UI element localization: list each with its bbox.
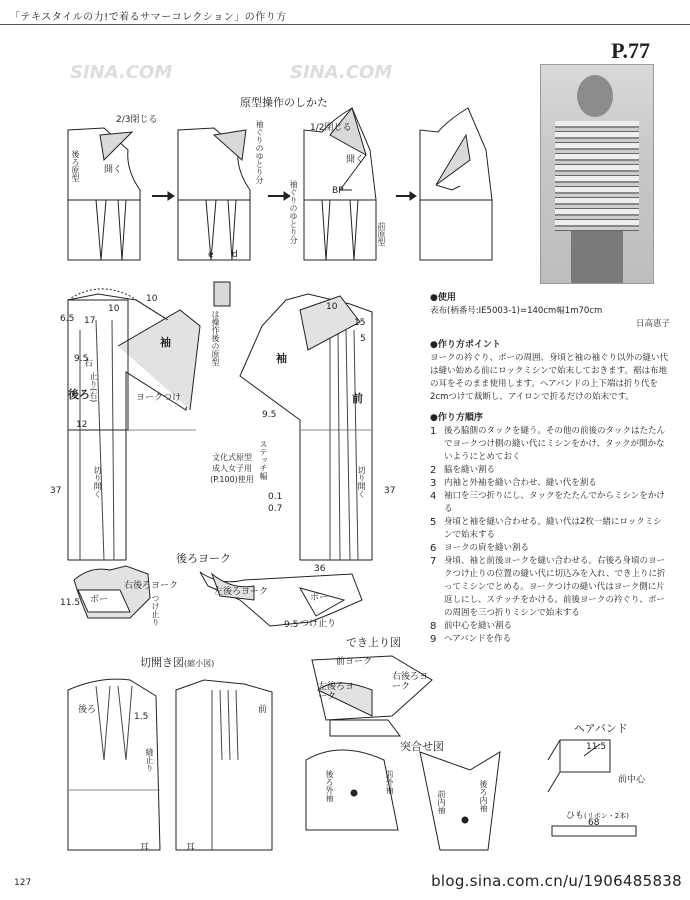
- source-url[interactable]: blog.sina.com.cn/u/1906485838: [431, 872, 682, 890]
- dim-17: 17: [84, 316, 96, 326]
- hairband-title: ヘアバンド: [574, 722, 628, 735]
- label-back-inner-sleeve: 後ろ内袖: [479, 780, 488, 812]
- step-number: 7: [430, 556, 437, 567]
- step-item: [430, 425, 670, 464]
- label-front-outer-sleeve: 前外袖: [385, 770, 394, 794]
- cutting-note: (縮小図): [184, 659, 215, 668]
- label-right: 右: [84, 359, 94, 369]
- cutting-title-text: 切開き図: [140, 656, 184, 669]
- watermark: SINA.COM: [70, 62, 173, 83]
- label-attach-stop-1: つけ止り: [151, 594, 160, 626]
- finished-title: でき上り図: [346, 636, 401, 649]
- dim-37-back: 37: [50, 486, 62, 496]
- step-number: 8: [430, 621, 437, 632]
- step-item: [430, 633, 670, 646]
- op-block-2: [178, 128, 250, 260]
- label-center-front: 前中心: [618, 775, 646, 785]
- step-text: 身頃と袖を縫い合わせる。縫い代は2枚一緒にロックミシンで始末する: [444, 517, 662, 540]
- label-yoke-attach: ヨークつけ: [136, 393, 182, 403]
- himo-title-text: ひも: [566, 811, 585, 821]
- dim-68: 68: [588, 818, 600, 828]
- dim-10-back: 10: [108, 304, 120, 314]
- step-item: [430, 490, 670, 516]
- page-number-top: P.77: [611, 38, 650, 63]
- order-heading: ●作り方順序: [430, 413, 483, 423]
- dim-12: 12: [76, 420, 88, 430]
- step-number: 3: [430, 478, 437, 489]
- points-heading: ●作り方ポイント: [430, 340, 501, 350]
- label-bo-front: ボー: [310, 593, 329, 603]
- cutting-title: [140, 654, 214, 670]
- label-front-yoke: 前ヨーク: [336, 657, 373, 667]
- instructions-panel: [430, 292, 670, 646]
- materials-heading: ●使用: [430, 293, 456, 303]
- label-open-2: 開く: [346, 155, 365, 165]
- step-number: 5: [430, 517, 437, 528]
- step-text: 袖口を三つ折りにし、タックをたたんでからミシンをかける: [444, 491, 665, 514]
- bunka-block-note: 文化式原型 成人女子用 (P.100)使用: [210, 453, 254, 484]
- label-sleeve-ease-2: 袖ぐりのゆとり分: [289, 180, 298, 244]
- label-front-inner-sleeve: 前内袖: [437, 790, 446, 814]
- label-stop-right: 止り(右): [89, 372, 98, 403]
- label-d: d: [232, 250, 238, 260]
- watermark: SINA.COM: [290, 62, 393, 83]
- step-number: 9: [430, 634, 437, 645]
- step-text: 身頃、袖と前後ヨークを縫い合わせる。右後ろ身頃のヨークつけ止りの位置の縫い代に切込みを入れ、でき上りに折ってミシンでとめる。ヨークつけの縫い代はヨーク側に片返しにし、ステッチをかける。前後ヨークの衿ぐり、ボーの周囲を三つ折りミシンで始末する: [444, 556, 666, 618]
- label-cut-open-front: 切り開く: [357, 466, 366, 498]
- dim-5: 5: [360, 334, 366, 344]
- label-bo-back: ボー: [90, 595, 109, 605]
- step-number: 4: [430, 491, 437, 502]
- dim-37-front: 37: [384, 486, 396, 496]
- step-item: [430, 555, 670, 620]
- dim-10-back-2: 10: [146, 294, 158, 304]
- label-sew-stop: 縫止り: [145, 748, 154, 772]
- back-bodice-pattern: [68, 289, 200, 560]
- header-title: 「テキスタイルの力!で着るサマーコレクション」の作り方: [10, 12, 287, 23]
- label-attach-stop-2: つけ止り: [300, 619, 337, 629]
- step-text: 内袖と外袖を縫い合わせ、縫い代を割る: [444, 478, 597, 488]
- step-item: [430, 620, 670, 633]
- label-cut-open-back: 切り開く: [93, 466, 102, 498]
- dim-25: 1.5: [134, 712, 149, 722]
- dim-9-5-front: 9.5: [262, 410, 277, 420]
- dim-11-5: 11.5: [60, 598, 81, 608]
- label-stitch-0-1: 0.1: [268, 492, 283, 502]
- dim-11-5-hairband: 11.5: [586, 742, 607, 752]
- label-bp: BP: [332, 186, 344, 196]
- himo-note: (リボン・2本): [584, 812, 629, 820]
- label-mimi-front: 耳: [186, 843, 196, 853]
- step-number: 1: [430, 426, 437, 437]
- points-text: ヨークの衿ぐり、ボーの周囲、身頃と袖の袖ぐり以外の縫い代は縫い始める前にロックミシンで始末しておきます。裾は布地の耳をそのまま使用します。ヘアバンドの上下端は折り代を2cmつけて裁断し、アイロンで折るだけの始末です。: [430, 353, 669, 402]
- label-back-cutting: 後ろ: [78, 705, 97, 715]
- pattern-ops-title: 原型操作のしかた: [240, 96, 328, 109]
- label-back-outer-sleeve: 後ろ外袖: [325, 770, 334, 802]
- label-front-block: 前原型: [377, 222, 386, 246]
- label-close-1-2: 1/2閉じる: [310, 123, 352, 133]
- step-text: ヨークの肩を縫い割る: [444, 543, 530, 553]
- dim-10-front: 10: [326, 302, 338, 312]
- page-number-bottom: 127: [14, 878, 32, 888]
- step-item: [430, 516, 670, 542]
- label-mimi-back: 耳: [140, 843, 150, 853]
- label-front-cutting: 前: [258, 705, 268, 715]
- step-number: 2: [430, 465, 437, 476]
- step-text: 前中心を縫い割る: [444, 621, 513, 631]
- materials-text: 表布(柄番号:IE5003-1)=140cm幅1m70cm: [430, 306, 603, 316]
- dim-6-5: 6.5: [60, 314, 75, 324]
- back-yoke-title: 後ろヨーク: [176, 552, 231, 565]
- op-block-1: [68, 128, 140, 260]
- step-text: 後ろ脇側のタックを縫う。その他の前後のタックはたたんでヨークつけ側の縫い代にミシンをかけ、タックが開かないようにとめておく: [444, 426, 666, 462]
- steps-list: [430, 425, 670, 646]
- label-sleeve-back: 袖: [160, 336, 171, 349]
- op-block-4: [420, 108, 492, 260]
- step-item: [430, 477, 670, 490]
- label-front: 前: [352, 392, 363, 405]
- label-left-back-yoke: 左後ろヨーク: [214, 587, 269, 597]
- label-left-back-yoke-2: 左後ろヨーク: [318, 682, 355, 702]
- label-stitch-0-7: 0.7: [268, 504, 283, 514]
- label-back-block: 後ろ原型: [71, 150, 80, 182]
- step-number: 6: [430, 543, 437, 554]
- step-item: [430, 464, 670, 477]
- step-text: ヘアバンドを作る: [444, 634, 512, 644]
- label-back: 後ろ: [68, 388, 90, 401]
- step-item: [430, 542, 670, 555]
- label-right-back-yoke: 右後ろヨーク: [124, 581, 179, 591]
- label-sleeve-front: 袖: [276, 352, 287, 365]
- label-sleeve-ease-1: 袖ぐりのゆとり分: [255, 120, 264, 184]
- label-after-op: は操作後の原型: [211, 310, 220, 366]
- dim-9-5-yoke: 9.5: [284, 620, 299, 630]
- designer-name: 日高恵子: [635, 319, 670, 329]
- step-text: 脇を縫い割る: [444, 465, 496, 475]
- front-bodice-pattern: [240, 294, 372, 560]
- dim-9-5: 9.5: [74, 354, 89, 364]
- label-e: e: [208, 250, 214, 260]
- matching-title: 突合せ図: [400, 740, 444, 753]
- dim-36: 36: [314, 564, 326, 574]
- dim-15: 15: [354, 318, 366, 328]
- label-open-1: 開く: [104, 165, 123, 175]
- label-stitch-width: ステッチ幅: [259, 440, 268, 480]
- label-right-back-yoke-2: 右後ろヨーク: [392, 672, 429, 692]
- label-close-2-3: 2/3閉じる: [116, 115, 158, 125]
